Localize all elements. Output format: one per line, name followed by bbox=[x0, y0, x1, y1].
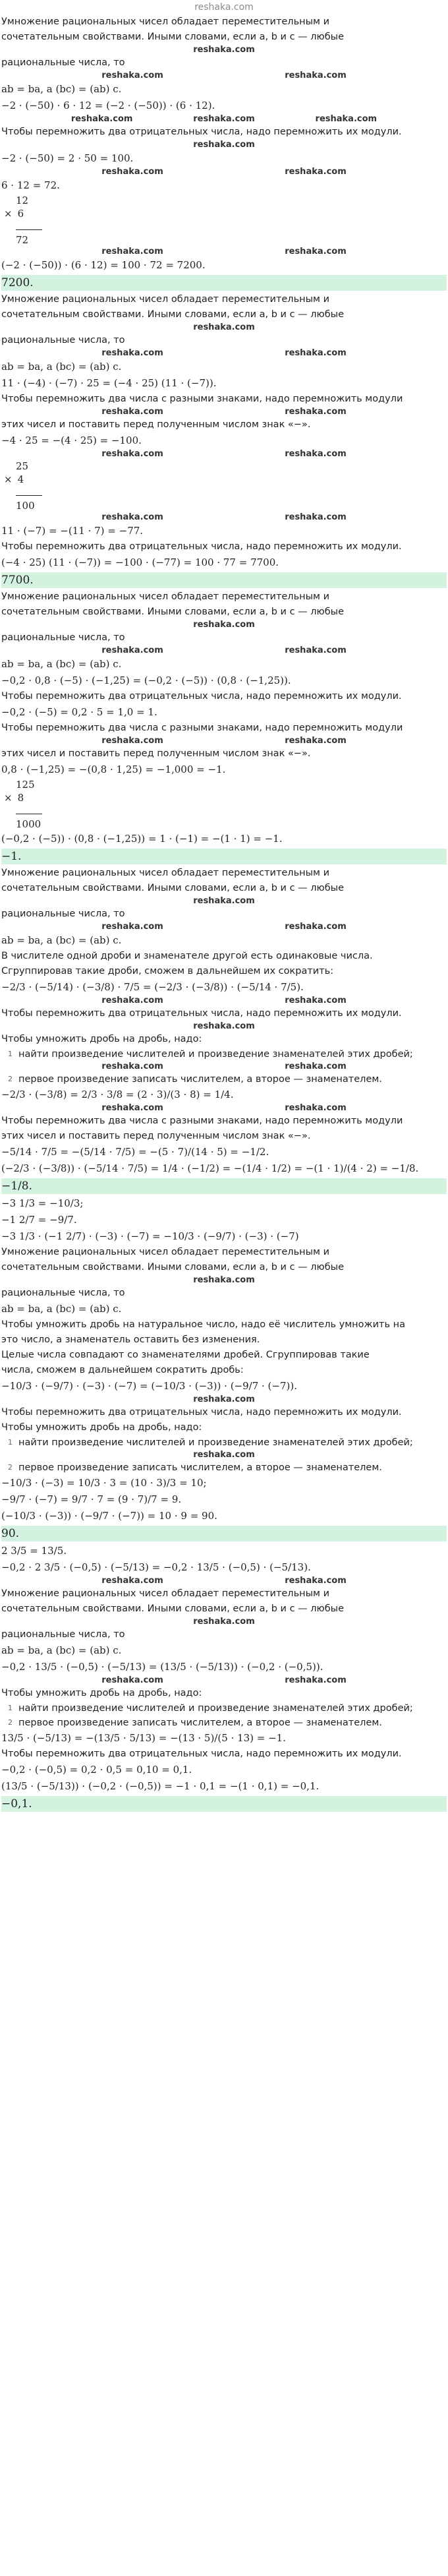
math-line: −3 1/3 = −10/3; bbox=[1, 1197, 84, 1209]
column-result: 100 bbox=[16, 500, 35, 512]
watermark: reshaka.com bbox=[193, 1394, 255, 1404]
watermark: reshaka.com bbox=[193, 114, 255, 124]
section-6 bbox=[1, 1543, 447, 1812]
watermark: reshaka.com bbox=[285, 1675, 347, 1685]
column-top: 25 bbox=[16, 460, 29, 472]
rule-text: Чтобы перемножить два отрицательных числа, надо перемножить их модули. bbox=[1, 127, 402, 137]
property-formula: ab = ba, a (bc) = (ab) c. bbox=[1, 934, 122, 946]
watermark: reshaka.com bbox=[285, 247, 347, 256]
column-multiplication bbox=[1, 194, 447, 247]
column-rule bbox=[16, 495, 42, 496]
watermark: reshaka.com bbox=[193, 140, 255, 150]
rule-text: это число, а знаменатель оставить без изменения. bbox=[1, 1334, 260, 1345]
rule-text: числа, сможем в дальнейшем сократить дробь: bbox=[1, 1365, 244, 1375]
watermark: reshaka.com bbox=[193, 1450, 255, 1460]
math-line: −10/3 · (−3) = 10/3 · 3 = (10 · 3)/3 = 10; bbox=[1, 1477, 207, 1489]
column-multiplication bbox=[1, 778, 447, 831]
property-text: рациональные числа, то bbox=[1, 335, 125, 345]
watermark: reshaka.com bbox=[285, 736, 347, 746]
answer-bar: −0,1. bbox=[1, 1796, 447, 1812]
times-sign: × bbox=[4, 208, 13, 220]
rule-text: Чтобы перемножить два числа с разными знаками, надо перемножить модули bbox=[1, 1116, 403, 1126]
watermark: reshaka.com bbox=[285, 407, 347, 417]
watermark: reshaka.com bbox=[101, 247, 163, 256]
math-line: (−2 · (−50)) · (6 · 12) = 100 · 72 = 7200. bbox=[1, 259, 206, 271]
math-line: (−2/3 · (−3/8)) · (−5/14 · 7/5) = 1/4 · (−1/2) = −(1/4 · 1/2) = −(1 · 1)/(4 · 2) = −1/8. bbox=[1, 1162, 419, 1174]
property-formula: ab = ba, a (bc) = (ab) c. bbox=[1, 658, 122, 670]
rule-text: Чтобы умножить дробь на дробь, надо: bbox=[1, 1688, 202, 1698]
watermark: reshaka.com bbox=[101, 996, 163, 1005]
watermark: reshaka.com bbox=[101, 736, 163, 746]
rule-text: этих чисел и поставить перед полученным числом знак «−». bbox=[1, 1131, 311, 1141]
property-text: Умножение рациональных чисел обладает переместительным и bbox=[1, 1247, 330, 1257]
math-line: (−0,2 · (−5)) · (0,8 · (−1,25)) = 1 · (−1) = −(1 · 1) = −1. bbox=[1, 833, 283, 845]
watermark: reshaka.com bbox=[285, 167, 347, 177]
property-formula: ab = ba, a (bc) = (ab) c. bbox=[1, 361, 122, 373]
watermark: reshaka.com bbox=[101, 1062, 163, 1071]
rule-text: Чтобы перемножить два отрицательных числа, надо перемножить их модули. bbox=[1, 691, 402, 702]
watermark: reshaka.com bbox=[193, 1021, 255, 1031]
fraction-step-1: 1 найти произведение числителей и произведение знаменателей этих дробей; bbox=[8, 1703, 413, 1714]
section-5 bbox=[1, 1195, 447, 1542]
property-text: рациональные числа, то bbox=[1, 1288, 125, 1298]
property-formula: ab = ba, a (bc) = (ab) c. bbox=[1, 1303, 122, 1315]
rule-text: Чтобы перемножить два отрицательных числа, надо перемножить их модули. bbox=[1, 1407, 402, 1418]
property-text: сочетательным свойствами. Иными словами, если a, b и c — любые bbox=[1, 32, 345, 42]
rule-text: Чтобы умножить дробь на натуральное число, надо её числитель умножить на bbox=[1, 1319, 405, 1330]
property-formula: ab = ba, a (bc) = (ab) c. bbox=[1, 1644, 122, 1656]
math-line: (−4 · 25) (11 · (−7)) = −100 · (−77) = 100 · 77 = 7700. bbox=[1, 556, 279, 568]
watermark: reshaka.com bbox=[285, 71, 347, 80]
watermark: reshaka.com bbox=[285, 645, 347, 655]
watermark: reshaka.com bbox=[285, 512, 347, 522]
watermark: reshaka.com bbox=[285, 1062, 347, 1071]
rule-text: Чтобы умножить дробь на дробь, надо: bbox=[1, 1422, 202, 1433]
watermark: reshaka.com bbox=[193, 1617, 255, 1627]
property-text: рациональные числа, то bbox=[1, 57, 125, 68]
column-multiplication bbox=[1, 460, 447, 512]
watermark: reshaka.com bbox=[70, 114, 133, 124]
watermark: reshaka.com bbox=[101, 71, 163, 80]
rule-text: Чтобы перемножить два отрицательных числа, надо перемножить их модули. bbox=[1, 1749, 402, 1759]
math-line: 6 · 12 = 72. bbox=[1, 179, 60, 191]
watermark: reshaka.com bbox=[315, 114, 378, 124]
watermark: reshaka.com bbox=[285, 348, 347, 358]
rule-text: этих чисел и поставить перед полученным числом знак «−». bbox=[1, 419, 311, 430]
math-line: 0,8 · (−1,25) = −(0,8 · 1,25) = −1,000 = −1. bbox=[1, 764, 226, 775]
math-line: −2 · (−50) · 6 · 12 = (−2 · (−50)) · (6 · 12). bbox=[1, 100, 215, 111]
fraction-step-1: 1 найти произведение числителей и произведение знаменателей этих дробей; bbox=[8, 1049, 413, 1060]
property-text: сочетательным свойствами. Иными словами, если a, b и c — любые bbox=[1, 607, 345, 617]
watermark: reshaka.com bbox=[193, 896, 255, 906]
answer-bar: 7700. bbox=[1, 572, 447, 588]
watermark: reshaka.com bbox=[101, 1675, 163, 1685]
math-line: (13/5 · (−5/13)) · (−0,2 · (−0,5)) = −1 · 0,1 = −(1 · 0,1) = −0,1. bbox=[1, 1780, 320, 1792]
property-text: рациональные числа, то bbox=[1, 909, 125, 919]
property-text: Умножение рациональных чисел обладает переместительным и bbox=[1, 868, 330, 878]
column-bottom: 6 bbox=[17, 208, 24, 220]
answer-bar: 7200. bbox=[1, 275, 447, 291]
column-top: 125 bbox=[16, 779, 35, 791]
watermark: reshaka.com bbox=[101, 348, 163, 358]
property-text: сочетательным свойствами. Иными словами, если a, b и c — любые bbox=[1, 883, 345, 893]
section-2 bbox=[1, 292, 447, 588]
fraction-step-2: 2 первое произведение записать числителем, а второе — знаменателем. bbox=[8, 1074, 382, 1085]
property-text: рациональные числа, то bbox=[1, 1629, 125, 1640]
math-line: −9/7 · (−7) = 9/7 · 7 = (9 · 7)/7 = 9. bbox=[1, 1493, 182, 1505]
watermark: reshaka.com bbox=[193, 1275, 255, 1285]
watermark: reshaka.com bbox=[101, 645, 163, 655]
column-top: 12 bbox=[16, 195, 29, 206]
rule-text: Чтобы перемножить два отрицательных числа, надо перемножить их модули. bbox=[1, 1008, 402, 1019]
times-sign: × bbox=[4, 792, 13, 804]
property-text: сочетательным свойствами. Иными словами, если a, b и c — любые bbox=[1, 309, 345, 320]
property-text: Умножение рациональных чисел обладает переместительным и bbox=[1, 591, 330, 602]
property-formula: ab = ba, a (bc) = (ab) c. bbox=[1, 83, 122, 95]
math-line: −10/3 · (−9/7) · (−3) · (−7) = (−10/3 · (−3)) · (−9/7 · (−7)). bbox=[1, 1380, 297, 1392]
column-result: 72 bbox=[16, 234, 29, 246]
watermark: reshaka.com bbox=[101, 407, 163, 417]
math-line: −4 · 25 = −(4 · 25) = −100. bbox=[1, 434, 142, 446]
math-line: −2 · (−50) = 2 · 50 = 100. bbox=[1, 152, 134, 164]
answer-bar: −1/8. bbox=[1, 1178, 447, 1194]
fraction-step-1: 1 найти произведение числителей и произведение знаменателей этих дробей; bbox=[8, 1437, 413, 1448]
math-line: 11 · (−7) = −(11 · 7) = −77. bbox=[1, 525, 144, 537]
answer-bar: 90. bbox=[1, 1526, 447, 1542]
watermark: reshaka.com bbox=[193, 620, 255, 630]
math-line: −1 2/7 = −9/7. bbox=[1, 1214, 77, 1226]
rule-text: этих чисел и поставить перед полученным числом знак «−». bbox=[1, 748, 311, 759]
property-text: Умножение рациональных чисел обладает переместительным и bbox=[1, 1588, 330, 1599]
section-4 bbox=[1, 866, 447, 1194]
property-text: сочетательным свойствами. Иными словами, если a, b и c — любые bbox=[1, 1262, 345, 1273]
section-3 bbox=[1, 589, 447, 864]
math-line: −5/14 · 7/5 = −(5/14 · 7/5) = −(5 · 7)/(14 · 5) = −1/2. bbox=[1, 1146, 269, 1158]
watermark: reshaka.com bbox=[101, 449, 163, 459]
math-line: −0,2 · 2 3/5 · (−0,5) · (−5/13) = −0,2 · 13/5 · (−0,5) · (−5/13). bbox=[1, 1561, 311, 1573]
watermark: reshaka.com bbox=[193, 322, 255, 332]
math-line: −0,2 · 13/5 · (−0,5) · (−5/13) = (13/5 · (−5/13)) · (−0,2 · (−0,5)). bbox=[1, 1661, 323, 1673]
watermark: reshaka.com bbox=[285, 996, 347, 1005]
math-line: −3 1/3 · (−1 2/7) · (−3) · (−7) = −10/3 · (−9/7) · (−3) · (−7) bbox=[1, 1230, 299, 1242]
watermark: reshaka.com bbox=[285, 922, 347, 932]
rule-text: Чтобы умножить дробь на дробь, надо: bbox=[1, 1034, 202, 1044]
section-1 bbox=[1, 15, 447, 291]
property-text: сочетательным свойствами. Иными словами, если a, b и c — любые bbox=[1, 1603, 345, 1614]
property-text: Умножение рациональных чисел обладает переместительным и bbox=[1, 294, 330, 305]
math-line: −0,2 · 0,8 · (−5) · (−1,25) = (−0,2 · (−5)) · (0,8 · (−1,25)). bbox=[1, 674, 291, 686]
math-line: 2 3/5 = 13/5. bbox=[1, 1545, 67, 1557]
fraction-step-2: 2 первое произведение записать числителем, а второе — знаменателем. bbox=[8, 1462, 382, 1473]
watermark: reshaka.com bbox=[101, 1103, 163, 1113]
watermark: reshaka.com bbox=[101, 922, 163, 932]
watermark: reshaka.com bbox=[101, 167, 163, 177]
watermark: reshaka.com bbox=[285, 449, 347, 459]
column-bottom: 8 bbox=[17, 792, 24, 804]
watermark: reshaka.com bbox=[285, 1576, 347, 1586]
math-line: −0,2 · (−5) = 0,2 · 5 = 1,0 = 1. bbox=[1, 706, 157, 718]
property-text: рациональные числа, то bbox=[1, 632, 125, 643]
rule-text: Чтобы перемножить два отрицательных числа, надо перемножить их модули. bbox=[1, 541, 402, 552]
watermark: reshaka.com bbox=[285, 1103, 347, 1113]
column-result: 1000 bbox=[16, 818, 42, 830]
watermark: reshaka.com bbox=[193, 45, 255, 55]
watermark: reshaka.com bbox=[101, 1576, 163, 1586]
watermark: reshaka.com bbox=[101, 512, 163, 522]
answer-bar: −1. bbox=[1, 849, 447, 864]
property-text: Умножение рациональных чисел обладает переместительным и bbox=[1, 16, 330, 27]
fraction-step-2: 2 первое произведение записать числителем, а второе — знаменателем. bbox=[8, 1718, 382, 1728]
intro-text: Сгруппировав такие дроби, сможем в дальнейшем их сократить: bbox=[1, 966, 334, 976]
rule-text: Целые числа совпадают со знаменателями дробей. Сгруппировав такие bbox=[1, 1350, 370, 1360]
rule-text: Чтобы перемножить два числа с разными знаками, надо перемножить модули bbox=[1, 723, 403, 733]
column-rule bbox=[16, 229, 42, 230]
math-line: −2/3 · (−5/14) · (−3/8) · 7/5 = (−2/3 · (−3/8)) · (−5/14 · 7/5). bbox=[1, 981, 304, 993]
math-line: (−10/3 · (−3)) · (−9/7 · (−7)) = 10 · 9 = 90. bbox=[1, 1510, 217, 1522]
times-sign: × bbox=[4, 473, 13, 485]
rule-text: Чтобы перемножить два числа с разными знаками, надо перемножить модули bbox=[1, 394, 403, 404]
column-bottom: 4 bbox=[17, 473, 24, 485]
math-line: 11 · (−4) · (−7) · 25 = (−4 · 25) (11 · (−7)). bbox=[1, 377, 217, 389]
intro-text: В числителе одной дроби и знаменателе другой есть одинаковые числа. bbox=[1, 951, 373, 961]
site-header[interactable]: reshaka.com bbox=[194, 2, 254, 13]
math-line: 13/5 · (−5/13) = −(13/5 · 5/13) = −(13 · 5)/(5 · 13) = −1. bbox=[1, 1732, 286, 1744]
math-line: −0,2 · (−0,5) = 0,2 · 0,5 = 0,10 = 0,1. bbox=[1, 1764, 192, 1776]
math-line: −2/3 · (−3/8) = 2/3 · 3/8 = (2 · 3)/(3 · 8) = 1/4. bbox=[1, 1089, 234, 1100]
